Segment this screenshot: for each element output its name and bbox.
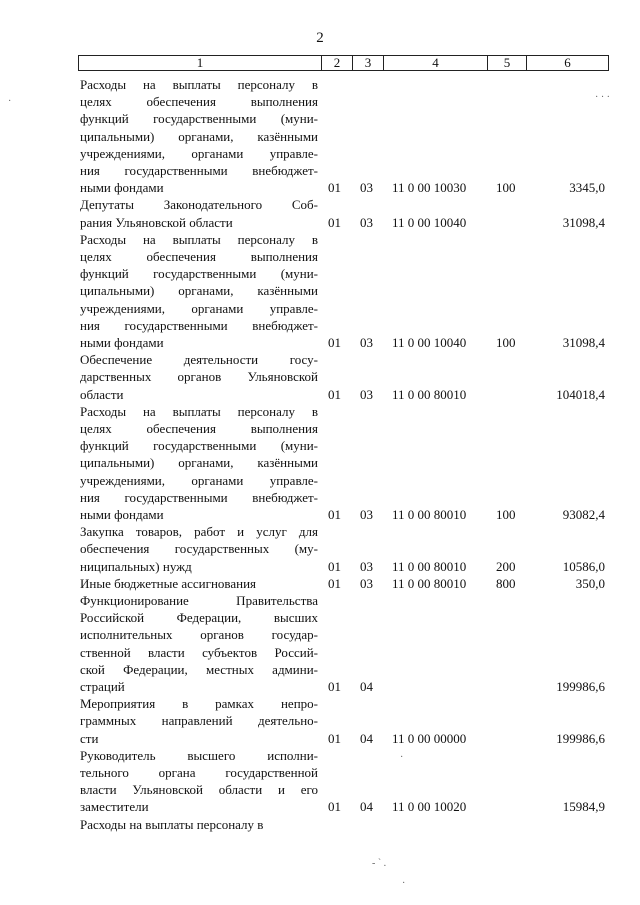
description-line: страций bbox=[80, 679, 125, 695]
row-section-code: 01 bbox=[328, 334, 341, 350]
row-section-code: 01 bbox=[328, 558, 341, 574]
row-description bbox=[80, 76, 318, 196]
row-section-code: 01 bbox=[328, 575, 341, 591]
header-col-3: 3 bbox=[352, 55, 384, 71]
header-col-5: 5 bbox=[487, 55, 527, 71]
description-line: функций государственными (муни- bbox=[80, 266, 318, 282]
header-col-4: 4 bbox=[383, 55, 488, 71]
row-target-article: 11 0 00 00000 bbox=[392, 730, 467, 746]
description-line: целях обеспечения выполнения bbox=[80, 249, 318, 264]
row-amount: 93082,4 bbox=[562, 506, 605, 522]
row-subsection-code: 04 bbox=[360, 679, 373, 694]
description-line: Расходы на выплаты персоналу в bbox=[80, 231, 318, 247]
row-description bbox=[80, 575, 318, 592]
description-line: ния государственными внебюджет- bbox=[80, 489, 318, 505]
row-amount: 199986,6 bbox=[556, 679, 605, 694]
description-line: власти Ульяновской области и его bbox=[80, 782, 318, 798]
description-line: ципальными) органами, казёнными bbox=[80, 455, 318, 471]
scan-speck: · · · bbox=[595, 92, 610, 103]
description-line: Мероприятия в рамках непро- bbox=[80, 696, 318, 712]
description-line: учреждениями, органами управле- bbox=[80, 300, 318, 316]
description-line: заместители bbox=[80, 799, 149, 815]
row-description bbox=[80, 351, 318, 403]
row-amount: 15984,9 bbox=[562, 799, 605, 815]
description-line: целях обеспечения выполнения bbox=[80, 94, 318, 110]
row-target-article: 11 0 00 10040 bbox=[392, 334, 467, 350]
row-description bbox=[80, 592, 318, 695]
scan-speck: · bbox=[400, 752, 404, 763]
row-amount: 31098,4 bbox=[562, 334, 605, 350]
row-description bbox=[80, 231, 318, 351]
description-line: ниципальных) нужд bbox=[80, 558, 192, 574]
row-target-article: 11 0 00 10020 bbox=[392, 799, 467, 815]
row-expense-type: 100 bbox=[496, 180, 516, 196]
scan-speck: - ` . bbox=[372, 858, 387, 869]
description-line: Депутаты Законодательного Соб- bbox=[80, 197, 318, 213]
description-line: ния государственными внебюджет- bbox=[80, 317, 318, 333]
row-description bbox=[80, 816, 318, 833]
description-line: сти bbox=[80, 730, 99, 746]
row-subsection-code: 03 bbox=[360, 214, 373, 230]
description-line: Расходы на выплаты персоналу в bbox=[80, 77, 318, 92]
row-subsection-code: 03 bbox=[360, 386, 373, 402]
row-target-article: 11 0 00 10030 bbox=[392, 180, 467, 196]
row-target-article: 11 0 00 80010 bbox=[392, 558, 467, 574]
row-section-code: 01 bbox=[328, 506, 341, 522]
row-subsection-code: 03 bbox=[360, 180, 373, 196]
row-section-code: 01 bbox=[328, 214, 341, 230]
description-line: ственной власти субъектов Россий- bbox=[80, 644, 318, 660]
row-amount: 10586,0 bbox=[562, 558, 605, 574]
row-section-code: 01 bbox=[328, 799, 341, 815]
description-line: области bbox=[80, 386, 124, 402]
row-description bbox=[80, 523, 318, 575]
row-subsection-code: 03 bbox=[360, 558, 373, 574]
description-line: Функционирование Правительства bbox=[80, 593, 318, 608]
row-expense-type: 200 bbox=[496, 558, 516, 574]
row-subsection-code: 03 bbox=[360, 575, 373, 591]
scan-speck: · bbox=[8, 96, 12, 107]
description-line: Расходы на выплаты персоналу в bbox=[80, 816, 264, 832]
description-line: ными фондами bbox=[80, 180, 164, 196]
row-amount: 199986,6 bbox=[556, 730, 605, 746]
row-subsection-code: 03 bbox=[360, 506, 373, 522]
description-line: функций государственными (муни- bbox=[80, 438, 318, 454]
row-amount: 104018,4 bbox=[556, 386, 605, 402]
row-section-code: 01 bbox=[328, 679, 341, 694]
row-subsection-code: 04 bbox=[360, 799, 373, 815]
row-target-article: 11 0 00 80010 bbox=[392, 575, 467, 591]
row-expense-type: 800 bbox=[496, 575, 516, 591]
row-amount: 350,0 bbox=[575, 575, 605, 591]
description-line: обеспечения государственных (му- bbox=[80, 541, 318, 557]
description-line: ными фондами bbox=[80, 507, 164, 523]
row-section-code: 01 bbox=[328, 730, 341, 746]
description-line: Руководитель высшего исполни- bbox=[80, 747, 318, 763]
description-line: Закупка товаров, работ и услуг для bbox=[80, 524, 318, 540]
description-line: тельного органа государственной bbox=[80, 765, 318, 780]
row-description bbox=[80, 403, 318, 523]
description-line: учреждениями, органами управле- bbox=[80, 472, 318, 488]
page-number: 2 bbox=[316, 30, 324, 46]
header-col-2: 2 bbox=[321, 55, 353, 71]
description-line: целях обеспечения выполнения bbox=[80, 421, 318, 436]
row-target-article: 11 0 00 80010 bbox=[392, 386, 467, 402]
description-line: Российской Федерации, высших bbox=[80, 610, 318, 626]
description-line: функций государственными (муни- bbox=[80, 111, 318, 127]
row-section-code: 01 bbox=[328, 180, 341, 196]
description-line: Обеспечение деятельности госу- bbox=[80, 352, 318, 368]
row-description bbox=[80, 695, 318, 747]
description-line: ципальными) органами, казёнными bbox=[80, 128, 318, 144]
header-col-1: 1 bbox=[78, 55, 322, 71]
row-subsection-code: 03 bbox=[360, 334, 373, 350]
row-expense-type: 100 bbox=[496, 506, 516, 522]
row-amount: 31098,4 bbox=[562, 214, 605, 230]
description-line: ными фондами bbox=[80, 335, 164, 351]
row-expense-type: 100 bbox=[496, 334, 516, 350]
row-target-article: 11 0 00 80010 bbox=[392, 506, 467, 522]
header-col-6: 6 bbox=[526, 55, 609, 71]
description-line: ской Федерации, местных админи- bbox=[80, 661, 318, 677]
description-line: Иные бюджетные ассигнования bbox=[80, 575, 257, 591]
description-line: Расходы на выплаты персоналу в bbox=[80, 403, 318, 419]
scan-speck: · bbox=[402, 878, 406, 889]
description-line: ципальными) органами, казёнными bbox=[80, 283, 318, 299]
description-line: ния государственными внебюджет- bbox=[80, 163, 318, 179]
description-line: дарственных органов Ульяновской bbox=[80, 369, 318, 385]
description-line: учреждениями, органами управле- bbox=[80, 145, 318, 161]
row-amount: 3345,0 bbox=[569, 180, 605, 196]
row-description bbox=[80, 747, 318, 816]
row-description bbox=[80, 196, 318, 230]
row-subsection-code: 04 bbox=[360, 730, 373, 746]
description-line: исполнительных органов государ- bbox=[80, 627, 318, 643]
row-target-article: 11 0 00 10040 bbox=[392, 214, 467, 230]
description-line: граммных направлений деятельно- bbox=[80, 713, 318, 729]
row-section-code: 01 bbox=[328, 386, 341, 402]
description-line: рания Ульяновской области bbox=[80, 214, 233, 230]
